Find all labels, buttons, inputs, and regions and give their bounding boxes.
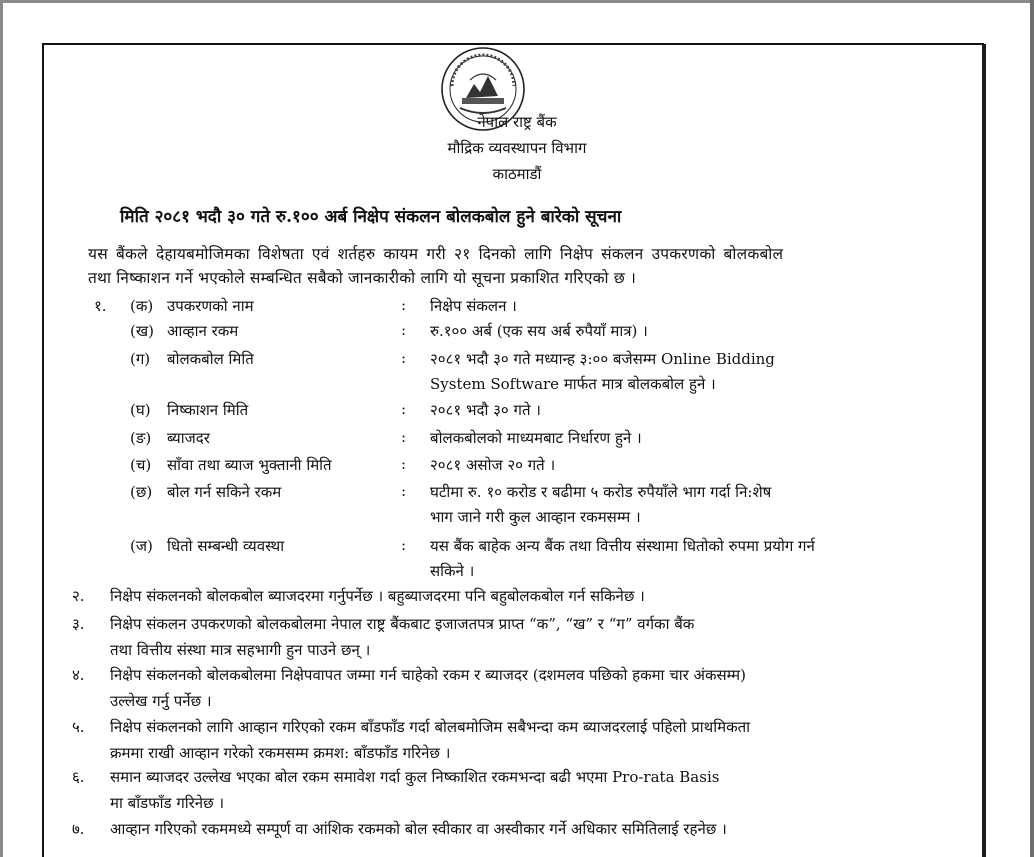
spec-item-key: (च) [130,456,152,474]
point-number: २. [72,587,85,605]
spec-item-key: (ग) [130,350,151,368]
spec-item-value: भाग जाने गरी कुल आव्हान रकमसम्म । [430,508,641,526]
point-number: ३. [72,615,85,633]
point-line: उल्लेख गर्नु पर्नेछ । [110,692,212,710]
spec-item-value: निक्षेप संकलन । [430,297,517,315]
spec-item-key: (ख) [130,322,154,340]
point-line: निक्षेप संकलनको बोलकबोल ब्याजदरमा गर्नुपर्नेछ । बहुब्याजदरमा पनि बहुबोलकबोल गर्न सकिनेछ । [110,587,645,605]
point-line: समान ब्याजदर उल्लेख भएका बोल रकम समावेश गर्दा कुल निष्काशित रकमभन्दा बढी भएमा Pro-rata Basis [110,768,720,786]
spec-item-value: सकिने । [430,562,475,580]
point-line: निक्षेप संकलनको लागि आव्हान गरिएको रकम बाँडफाँड गर्दा बोलबमोजिम सबैभन्दा कम ब्याजदरलाई पहिलो प्राथमिकता [110,718,751,736]
spec-item-separator: : [401,321,407,339]
section-number: १. [94,297,107,315]
intro-line-2: तथा निष्काशन गर्ने भएकोले सम्बन्धित सबैको जानकारीको लागि यो सूचना प्रकाशित गरिएको छ । [88,269,637,287]
spec-item-separator: : [401,536,407,554]
spec-item-label: साँवा तथा ब्याज भुक्तानी मिति [167,456,332,474]
point-line: मा बाँडफाँड गरिनेछ । [110,794,225,812]
spec-item-value: घटीमा रु. १० करोड र बढीमा ५ करोड रुपैयाँले भाग गर्दा नि:शेष [430,483,772,501]
spec-item-label: निष्काशन मिति [167,401,249,419]
spec-item-separator: : [401,482,407,500]
spec-item-label: बोल गर्न सकिने रकम [167,483,282,501]
viewer-border-top [0,0,1034,3]
spec-item-key: (घ) [130,401,151,419]
spec-item-separator: : [401,400,407,418]
spec-item-label: आव्हान रकम [167,322,239,340]
point-line: निक्षेप संकलनको बोलकबोलमा निक्षेपवापत जम्मा गर्न चाहेको रकम र ब्याजदर (दशमलव पछिको हकमा चार अंकसम्म) [110,666,746,684]
spec-item-value: बोलकबोलको माध्यमबाट निर्धारण हुने । [430,429,642,447]
page-border-top [42,43,984,45]
spec-item-value: २०८१ भदौ ३० गते मध्यान्ह ३:०० बजेसम्म Online Bidding [430,350,775,368]
spec-item-key: (क) [130,297,154,315]
intro-line-1: यस बैंकले देहायबमोजिमका विशेषता एवं शर्तहरु कायम गरी २१ दिनको लागि निक्षेप संकलन उपकरणको बोलकबोल [88,245,784,263]
point-line: निक्षेप संकलन उपकरणको बोलकबोलमा नेपाल राष्ट्र बैंकबाट इजाजतपत्र प्राप्त “क”, “ख” र “ग” वर्गका बैंक [110,615,695,633]
spec-item-key: (छ) [130,483,153,501]
city-name: काठमाडौं [492,165,542,183]
spec-item-separator: : [401,349,407,367]
spec-item-value: २०८१ भदौ ३० गते । [430,401,541,419]
point-number: ६. [72,768,85,786]
spec-item-separator: : [401,296,407,314]
spec-item-value: २०८१ असोज २० गते । [430,456,556,474]
spec-item-label: बोलकबोल मिति [167,350,254,368]
point-number: ५. [72,718,85,736]
spec-item-value: रु.१०० अर्ब (एक सय अर्ब रुपैयाँ मात्र) । [430,322,648,340]
spec-item-value: यस बैंक बाहेक अन्य बैंक तथा वित्तीय संस्थामा धितोको रुपमा प्रयोग गर्न [430,537,815,555]
point-line: तथा वित्तीय संस्था मात्र सहभागी हुन पाउने छन् । [110,641,371,659]
spec-item-key: (ज) [130,537,153,555]
org-name: नेपाल राष्ट्र बैंक [477,113,557,131]
point-number: ४. [72,666,85,684]
spec-item-label: उपकरणको नाम [167,297,254,315]
notice-title: मिति २०८१ भदौ ३० गते रु.१०० अर्ब निक्षेप संकलन बोलकबोल हुने बारेको सूचना [120,207,622,227]
spec-item-separator: : [401,455,407,473]
point-line: क्रममा राखी आव्हान गरेको रकमसम्म क्रमश: बाँडफाँड गरिनेछ । [110,744,451,762]
spec-item-value: System Software मार्फत मात्र बोलकबोल हुने । [430,375,716,393]
spec-item-label: धितो सम्बन्धी व्यवस्था [167,537,285,555]
point-number: ७. [72,820,85,838]
point-line: आव्हान गरिएको रकममध्ये सम्पूर्ण वा आंशिक रकमको बोल स्वीकार वा अस्वीकार गर्ने अधिकार समितिलाई रहनेछ । [110,820,727,838]
spec-item-label: ब्याजदर [167,429,210,447]
department-name: मौद्रिक व्यवस्थापन विभाग [447,139,587,157]
spec-item-separator: : [401,428,407,446]
spec-item-key: (ङ) [130,429,152,447]
